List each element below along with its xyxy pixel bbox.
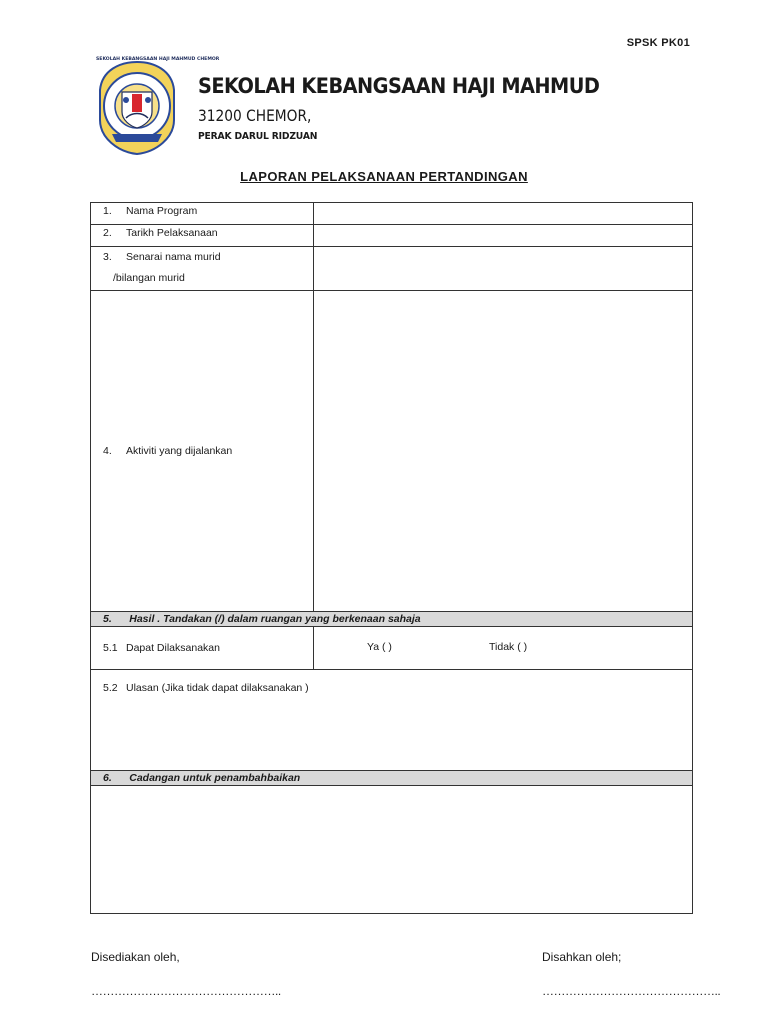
row-label-remarks: Ulasan (Jika tidak dapat dilaksanakan ) xyxy=(126,682,309,694)
activities-field[interactable] xyxy=(314,291,693,612)
school-crest xyxy=(96,57,220,156)
table-row xyxy=(91,291,693,612)
row-label-can-be-implemented: Dapat Dilaksanakan xyxy=(126,641,220,654)
row-number: 4. xyxy=(103,444,112,457)
row-label-implementation-date: Tarikh Pelaksanaan xyxy=(126,227,218,239)
approved-by-signature-line[interactable]: ……………………………………….. xyxy=(542,984,721,998)
prepared-by-label: Disediakan oleh, xyxy=(91,950,180,964)
option-no-checkbox[interactable]: Tidak ( ) xyxy=(489,641,528,653)
row-number: 5.1 xyxy=(103,641,118,654)
row-label-cell xyxy=(91,291,314,612)
implementation-date-field[interactable] xyxy=(314,225,693,247)
form-title: LAPORAN PELAKSANAAN PERTANDINGAN xyxy=(240,169,528,184)
row-label-activities: Aktiviti yang dijalankan xyxy=(126,444,233,457)
section-header-row xyxy=(91,612,693,627)
report-form-table xyxy=(90,202,693,914)
table-row xyxy=(91,225,693,247)
approved-by-label: Disahkan oleh; xyxy=(542,950,622,964)
document-code: SPSK PK01 xyxy=(626,37,690,49)
row-label-student-count: /bilangan murid xyxy=(113,272,185,284)
section-6-header: 6. Cadangan untuk penambahbaikan xyxy=(91,771,693,786)
prepared-by-signature-line[interactable]: ………………………………………….. xyxy=(91,984,281,998)
row-number: 1. xyxy=(103,205,112,217)
row-number: 5.2 xyxy=(103,682,118,694)
remarks-field[interactable] xyxy=(91,670,693,771)
table-row xyxy=(91,627,693,670)
implementation-choice-cell xyxy=(314,627,693,670)
row-label-student-list: Senarai nama murid xyxy=(126,251,221,263)
row-label-cell xyxy=(91,203,314,225)
row-number: 3. xyxy=(103,251,112,263)
row-number: 2. xyxy=(103,227,112,239)
school-postcode: 31200 CHEMOR, xyxy=(198,106,312,125)
school-name: SEKOLAH KEBANGSAAN HAJI MAHMUD xyxy=(198,74,600,98)
student-list-field[interactable] xyxy=(314,247,693,291)
table-row xyxy=(91,247,693,291)
improvement-suggestions-field[interactable] xyxy=(91,786,693,914)
row-label-program-name: Nama Program xyxy=(126,205,198,217)
section-5-header: 5. Hasil . Tandakan (/) dalam ruangan yang berkenaan sahaja xyxy=(91,612,693,627)
school-state: PERAK DARUL RIDZUAN xyxy=(198,131,318,142)
table-row xyxy=(91,786,693,914)
program-name-field[interactable] xyxy=(314,203,693,225)
table-row xyxy=(91,670,693,771)
crest-text: SEKOLAH KEBANGSAAN HAJI MAHMUD CHEMOR xyxy=(96,57,220,62)
row-label-cell xyxy=(91,225,314,247)
row-label-cell xyxy=(91,627,314,670)
row-label-cell xyxy=(91,247,314,291)
option-yes-checkbox[interactable]: Ya ( ) xyxy=(367,641,392,653)
table-row xyxy=(91,203,693,225)
section-header-row xyxy=(91,771,693,786)
